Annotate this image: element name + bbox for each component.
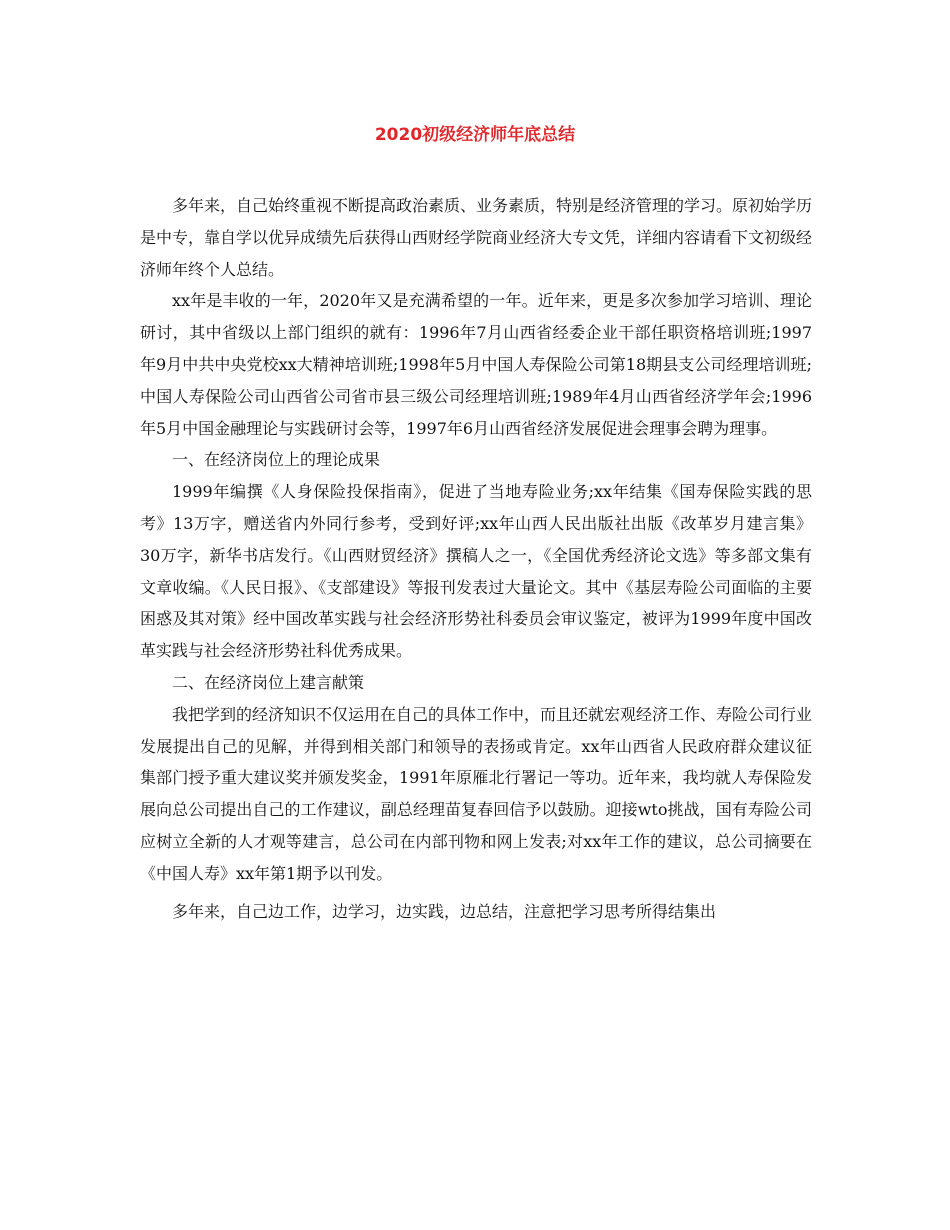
document-body: [140, 190, 812, 927]
paragraph-advice: 我把学到的经济知识不仅运用在自己的具体工作中，而且还就宏观经济工作、寿险公司行业发展提出自己的见解，并得到相关部门和领导的表扬或肯定。xx年山西省人民政府群众建议征集部门授予重大建议奖并颁发奖金，1991年原雁北行署记一等功。近年来，我均就人寿保险发展向总公司提出自己的工作建议，副总经理苗复春回信予以鼓励。迎接wto挑战，国有寿险公司应树立全新的人才观等建言，总公司在内部刊物和网上发表;对xx年工作的建议，总公司摘要在《中国人寿》xx年第1期予以刊发。: [140, 704, 813, 883]
paragraph-intro: 多年来，自己始终重视不断提高政治素质、业务素质，特别是经济管理的学习。原初始学历是中专，靠自学以优异成绩先后获得山西财经学院商业经济大专文凭，详细内容请看下文初级经济师年终个人总结。: [140, 196, 813, 279]
document-title: 2020初级经济师年底总结: [374, 125, 576, 145]
paragraph-summary: 多年来，自己边工作，边学习，边实践，边总结，注意把学习思考所得结集出: [172, 901, 717, 921]
paragraph-theory: 1999年编撰《人身保险投保指南》，促进了当地寿险业务;xx年结集《国寿保险实践的思考》13万字，赠送省内外同行参考，受到好评;xx年山西人民出版社出版《改革岁月建言集》30万字，新华书店发行。《山西财贸经济》撰稿人之一，《全国优秀经济论文选》等多部文集有文章收编。《人民日报》、《支部建设》等报刊发表过大量论文。其中《基层寿险公司面临的主要困惑及其对策》经中国改革实践与社会经济形势社科委员会审议鉴定，被评为1999年度中国改革实践与社会经济形势社科优秀成果。: [140, 482, 812, 661]
section-heading-theory: 一、在经济岗位上的理论成果: [172, 450, 381, 470]
section-heading-advice: 二、在经济岗位上建言献策: [172, 672, 365, 692]
paragraph-training: xx年是丰收的一年，2020年又是充满希望的一年。近年来，更是多次参加学习培训、理论研讨，其中省级以上部门组织的就有：1996年7月山西省经委企业干部任职资格培训班;1997年9月中共中央党校xx大精神培训班;1998年5月中国人寿保险公司第18期县支公司经理培训班;中国人寿保险公司山西省公司省市县三级公司经理培训班;1989年4月山西省经济学年会;1996年5月中国金融理论与实践研讨会等，1997年6月山西省经济发展促进会理事会聘为理事。: [140, 291, 812, 438]
